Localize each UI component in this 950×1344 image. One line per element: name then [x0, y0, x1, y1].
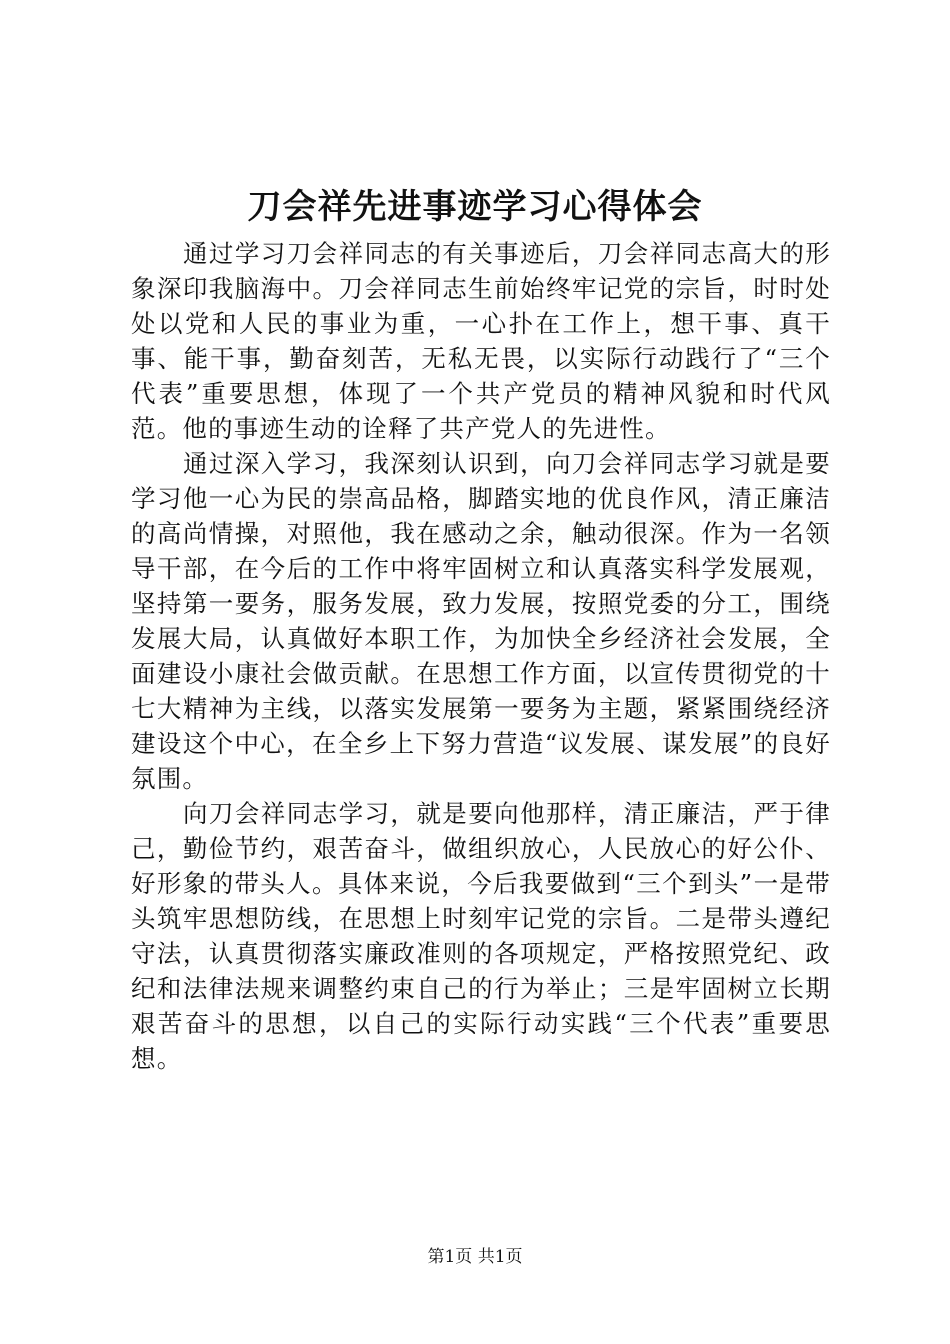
paragraph-3: 向刀会祥同志学习，就是要向他那样，清正廉洁，严于律己，勤俭节约，艰苦奋斗，做组织放心，人民放心的好公仆、好形象的带头人。具体来说，今后我要做到“三个到头”一是带头筑牢思想防线，在思想上时刻牢记党的宗旨。二是带头遵纪守法，认真贯彻落实廉政准则的各项规定，严格按照党纪、政纪和法律法规来调整约束自己的行为举止；三是牢固树立长期艰苦奋斗的思想，以自己的实际行动实践“三个代表”重要思想。 — [131, 799, 831, 1073]
document-body — [131, 236, 831, 1076]
document-title: 刀会祥先进事迹学习心得体会 — [247, 187, 703, 227]
paragraph-1: 通过学习刀会祥同志的有关事迹后，刀会祥同志高大的形象深印我脑海中。刀会祥同志生前始终牢记党的宗旨，时时处处以党和人民的事业为重，一心扑在工作上，想干事、真干事、能干事，勤奋刻苦，无私无畏，以实际行动践行了“三个代表”重要思想，体现了一个共产党员的精神风貌和时代风范。他的事迹生动的诠释了共产党人的先进性。 — [131, 239, 831, 443]
page-footer: 第1页 共1页 — [427, 1247, 523, 1267]
paragraph-2: 通过深入学习，我深刻认识到，向刀会祥同志学习就是要学习他一心为民的崇高品格，脚踏实地的优良作风，清正廉洁的高尚情操，对照他，我在感动之余，触动很深。作为一名领导干部，在今后的工作中将牢固树立和认真落实科学发展观，坚持第一要务，服务发展，致力发展，按照党委的分工，围绕发展大局，认真做好本职工作，为加快全乡经济社会发展，全面建设小康社会做贡献。在思想工作方面，以宣传贯彻党的十七大精神为主线，以落实发展第一要务为主题，紧紧围绕经济建设这个中心，在全乡上下努力营造“议发展、谋发展”的良好氛围。 — [131, 449, 831, 793]
